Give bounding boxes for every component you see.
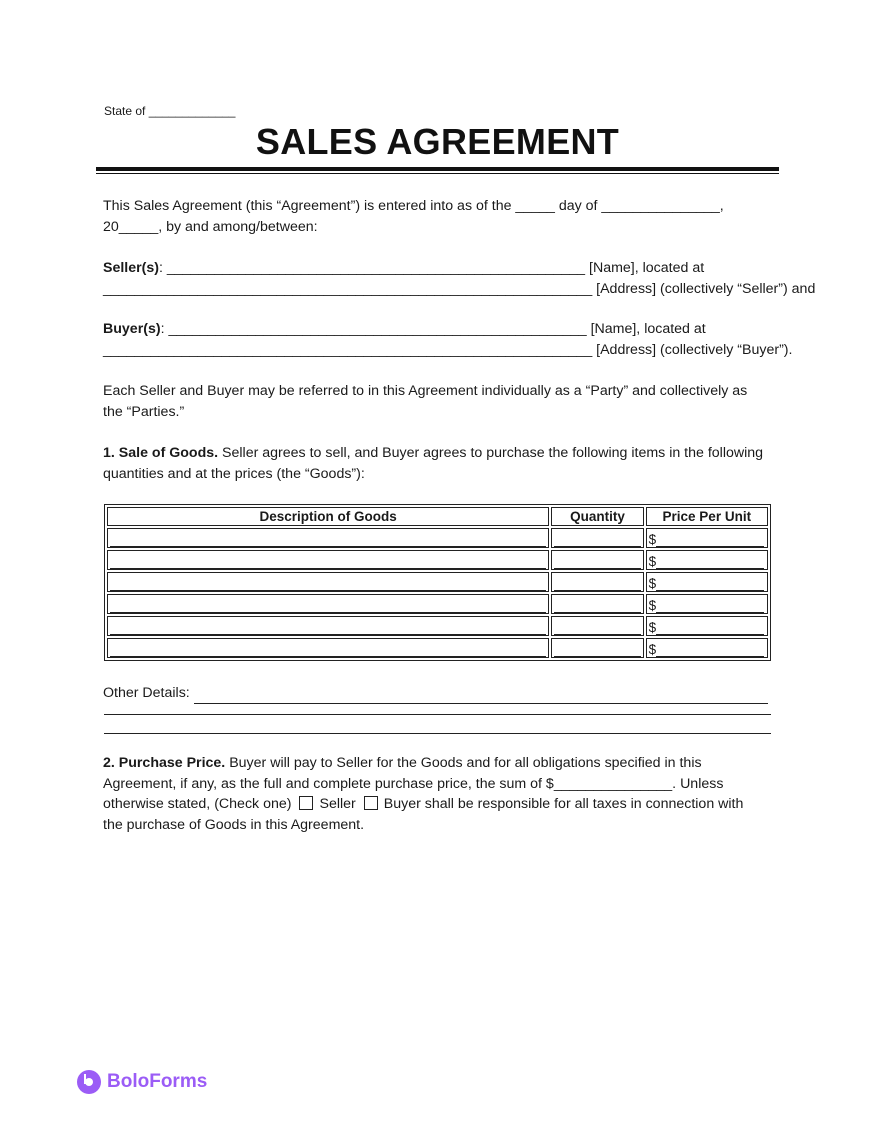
description-cell[interactable] (107, 572, 549, 592)
goods-row (107, 528, 768, 548)
other-details-field-line-3[interactable] (104, 733, 771, 734)
seller-name-field[interactable]: : _____________________________________________________ [Name], located at (159, 260, 705, 276)
header-description: Description of Goods (107, 507, 549, 526)
quantity-cell[interactable] (551, 616, 643, 636)
description-cell[interactable] (107, 528, 549, 548)
price-cell[interactable] (646, 528, 768, 548)
parties-line-2: the “Parties.” (103, 403, 185, 420)
header-quantity: Quantity (551, 507, 643, 526)
section1-heading: 1. Sale of Goods. (103, 445, 219, 461)
boloforms-logo-icon (77, 1070, 101, 1094)
other-details-field[interactable] (194, 689, 768, 704)
seller-address-field[interactable]: ______________________________________________________________ [Address] (collectively “Seller”) and (103, 280, 816, 297)
parties-line-1: Each Seller and Buyer may be referred to in this Agreement individually as a “Party” and collectively as (103, 383, 748, 399)
goods-row (107, 550, 768, 570)
buyer-name-field[interactable]: : _____________________________________________________ [Name], located at (160, 321, 706, 337)
title-rule-thick (96, 167, 779, 171)
quantity-cell[interactable] (551, 638, 643, 658)
section2-paragraph (103, 753, 775, 835)
header-price-per-unit: Price Per Unit (646, 507, 768, 526)
section2-line-1: Buyer will pay to Seller for the Goods and for all obligations specified in this (225, 755, 702, 771)
dollar-sign: $ (648, 598, 657, 613)
section2-line-2[interactable]: Agreement, if any, as the full and complete purchase price, the sum of $_______________. Unless (103, 775, 724, 792)
section1-line-1: Seller agrees to sell, and Buyer agrees to purchase the following items in the following (218, 445, 764, 461)
price-cell[interactable] (646, 616, 768, 636)
quantity-cell[interactable] (551, 528, 643, 548)
section1-line-2: quantities and at the prices (the “Goods”): (103, 465, 365, 482)
dollar-sign: $ (648, 620, 657, 635)
other-details-label: Other Details: (103, 685, 190, 701)
price-cell[interactable] (646, 594, 768, 614)
dollar-sign: $ (648, 554, 657, 569)
other-details-field-line-2[interactable] (104, 714, 771, 715)
goods-row (107, 616, 768, 636)
dollar-sign: $ (648, 576, 657, 591)
goods-table-header-row (107, 507, 768, 526)
description-cell[interactable] (107, 594, 549, 614)
quantity-cell[interactable] (551, 550, 643, 570)
other-details-line (103, 683, 775, 704)
price-cell[interactable] (646, 550, 768, 570)
state-blank[interactable]: _____________ (148, 104, 236, 118)
seller-label: Seller(s) (103, 260, 159, 276)
buyer-paragraph (103, 319, 793, 360)
description-cell[interactable] (107, 638, 549, 658)
section1-paragraph (103, 443, 775, 484)
goods-row (107, 638, 768, 658)
goods-row (107, 594, 768, 614)
description-cell[interactable] (107, 550, 549, 570)
quantity-cell[interactable] (551, 572, 643, 592)
section2-heading: 2. Purchase Price. (103, 755, 226, 771)
goods-row (107, 572, 768, 592)
logo-text: BoloForms (107, 1071, 208, 1092)
state-line (104, 104, 235, 118)
document-title: SALES AGREEMENT (255, 121, 620, 162)
quantity-cell[interactable] (551, 594, 643, 614)
seller-option-label: Seller (319, 796, 356, 813)
seller-checkbox[interactable] (299, 796, 313, 810)
boloforms-logo[interactable] (77, 1070, 207, 1094)
intro-paragraph (103, 196, 775, 237)
price-cell[interactable] (646, 638, 768, 658)
intro-line-2[interactable]: 20_____, by and among/between: (103, 218, 318, 235)
seller-paragraph (103, 258, 816, 299)
section2-line-4: the purchase of Goods in this Agreement. (103, 816, 365, 833)
goods-table (104, 504, 771, 661)
description-cell[interactable] (107, 616, 549, 636)
price-cell[interactable] (646, 572, 768, 592)
buyer-checkbox[interactable] (364, 796, 378, 810)
intro-line-1[interactable]: This Sales Agreement (this “Agreement”) is entered into as of the _____ day of _______________, (103, 198, 724, 214)
section2-line-3-prefix: otherwise stated, (Check one) (103, 796, 292, 813)
buyer-option-label: Buyer shall be responsible for all taxes in connection with (383, 796, 744, 813)
dollar-sign: $ (648, 532, 657, 547)
dollar-sign: $ (648, 642, 657, 657)
parties-paragraph (103, 381, 775, 422)
buyer-address-field[interactable]: ______________________________________________________________ [Address] (collectively “Buyer”). (103, 341, 793, 358)
state-label: State of (104, 104, 146, 118)
buyer-label: Buyer(s) (103, 321, 161, 337)
title-rule-thin (96, 173, 779, 174)
